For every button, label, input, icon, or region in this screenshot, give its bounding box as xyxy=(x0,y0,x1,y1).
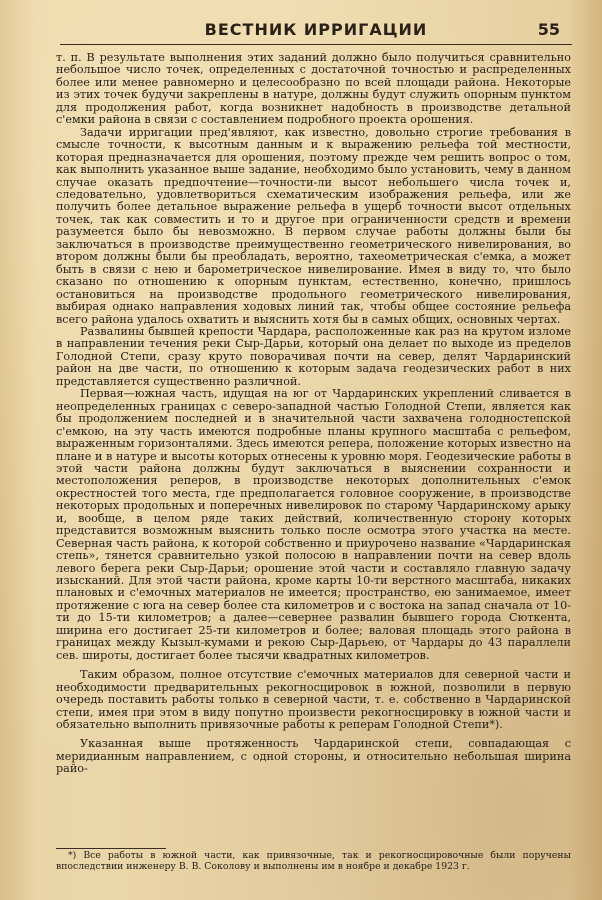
paragraph-steppe-extent: Указанная выше протяженность Чардаринской степи, совпадающая с меридианным направлением, с одной стороны, и относительно небольшая ширина райо- xyxy=(56,737,571,776)
footnote xyxy=(56,850,571,872)
paragraph-continuation: т. п. В результате выполнения этих заданий должно было получиться сравнительно небольшое число точек, определенных с достаточной точностью и распределенных более или менее равномерно и целесообразно по всей площади района. Некоторые из этих точек будучи закреплены в натуре, должны будут служить опорным пунктом для продолжения работ, когда возникнет надобность в производстве детальной с'емки района в связи с составлением подробного проекта орошения. xyxy=(56,51,571,127)
page-number: 55 xyxy=(537,20,560,39)
paragraph-chardara-fortress: Развалины бывшей крепости Чардара, расположенные как раз на крутом изломе в направлении течения реки Сыр-Дарьи, который она делает по выходе из пределов Голодной Степи, сразу круто поворачивая почти на север, делят Чардаринский район на две части, по отношению к которым задача геодезических работ в них представляется существенно различной. xyxy=(56,324,571,388)
footnote-divider xyxy=(56,848,166,849)
paragraph-conclusion: Таким образом, полное отсутствие с'емочных материалов для северной части и необходимости предварительных рекогносцировок в южной, позволили в первую очередь поставить работы только в северной части, т. е. собственно в Чардаринской степи, имея при этом в виду попутно произвести рекогносцировку в южной части и обязательно выполнить привязочные работы к реперам Голодной Степи*). xyxy=(56,668,571,732)
footnote-text: *) Все работы в южной части, как привязочные, так и рекогносцировочные были поручены впоследствии инженеру В. В. Соколову и выполнены им в ноябре и декабре 1923 г. xyxy=(56,850,571,872)
running-header xyxy=(60,18,572,45)
paragraph-southern-part: Первая—южная часть, идущая на юг от Чардаринских укреплений сливается в неопределенных границах с северо-западной частью Голодной Степи, является как бы продолжением последней и в значительной части захвачена голодностепской с'емкою, на эту часть имеются подробные планы крупного масштаба с рельефом, выраженным горизонталями. Здесь имеются репера, положение которых известно на плане и в натуре и высоты которых отнесены к уровню моря. Геодезические работы в этой части района должны будут заключаться в выяснении сохранности и местоположения реперов, в производстве некоторых дополнительных с'емок окрестностей того места, где предполагается головное сооружение, в производстве некоторых продольных и поперечных нивелировок по старому Чардаринскому арыку и, вообще, в целом ряде таких действий, количественную сторону которых представится возможным выяснить только после осмотра этого участка на месте. Северная часть района, к которой собственно и приурочено название «Чардаринская степь», тянется сравнительно узкой полосою в направлении почти на север вдоль левого берега реки Сыр-Дарьи; орошение этой части и составляло главную задачу изысканий. Для этой части района, кроме карты 10-ти верстного масштаба, никаких плановых и с'емочных материалов не имеется; пространство, ею занимаемое, имеет протяжение с юга на север более ста километров и с востока на запад сначала от 10-ти до 15-ти километров; а далее—севернее развалин бывшего города Сюткента, ширина его достигает 25-ти километров и более; валовая площадь этого района в границах между Кызыл-кумами и рекою Сыр-Дарьею, от Чардары до 43 параллели сев. широты, достигает более тысячи квадратных километров. xyxy=(56,387,571,662)
article-body xyxy=(56,52,571,776)
journal-title: ВЕСТНИК ИРРИГАЦИИ xyxy=(204,20,428,39)
paragraph-irrigation-requirements: Задачи ирригации пред'являют, как известно, довольно строгие требования в смысле точности, к высотным данным и к выражению рельефа той местности, которая предназначается для орошения, поэтому прежде чем решить вопрос о том, как выполнить указанное выше задание, необходимо было установить, чему в данном случае оказать предпочтение—точности-ли высот небольшего числа точек и, следовательно, удовлетвориться схематическим изображения рельефа, или же получить более детальное выражение рельефа в ущерб точности высот отдельных точек, так как совместить и то и другое при ограниченности средств и времени разумеется было бы невозможно. В первом случае работы должны были бы заключаться в производстве преимущественно геометрического нивелирования, во втором должны были бы преобладать, вероятно, тахеометрическая с'емка, а может быть в связи с нею и барометрическое нивелирование. Имея в виду то, что было сказано по отношению к опорным пунктам, естественно, конечно, пришлось остановиться на производстве продольного геометрического нивелирования, выбирая однако направления ходовых линий так, чтобы общее состояние рельефа всего района удалось охватить и выяснить хотя бы в самых общих, основных чертах. xyxy=(56,125,571,326)
